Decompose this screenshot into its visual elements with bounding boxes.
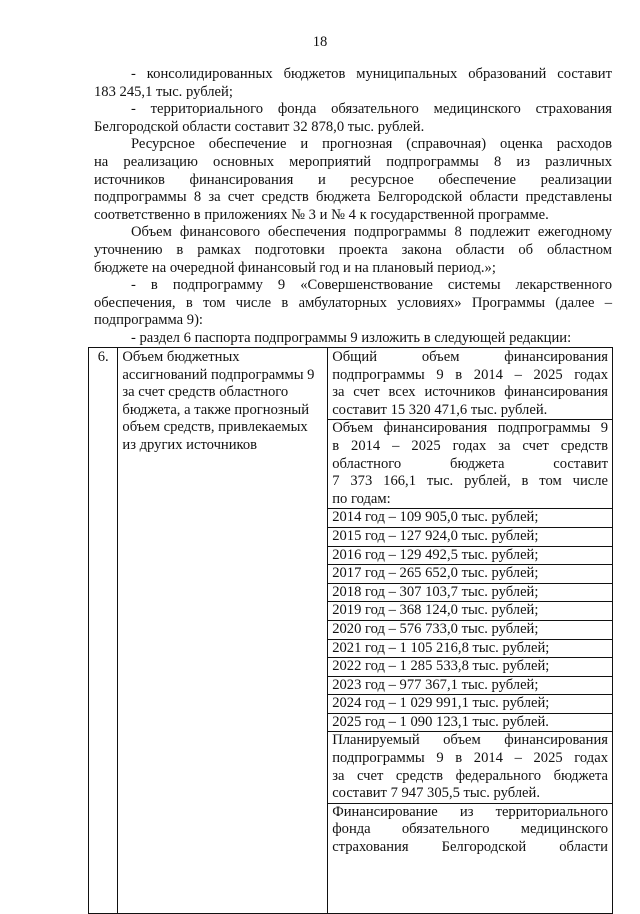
text-line: источников финансирования и ресурсное обеспечение реализации — [94, 171, 612, 188]
page-number: 18 — [312, 34, 328, 50]
year-line-block — [328, 546, 612, 565]
name-line: бюджета, а также прогнозный — [122, 401, 310, 418]
year-line-block — [328, 694, 612, 713]
content-line: областного бюджета составит — [332, 455, 608, 472]
row-name-cell — [118, 348, 328, 914]
content-line: подпрограммы 9 в 2014 – 2025 годах — [332, 366, 608, 383]
year-line-block — [328, 713, 612, 732]
year-line: 2018 год – 307 103,7 тыс. рублей; — [332, 583, 539, 600]
text-line: подпрограмма 9): — [94, 312, 203, 329]
name-line: объем средств, привлекаемых — [122, 419, 308, 436]
text-line: Ресурсное обеспечение и прогнозная (справочная) оценка расходов — [131, 136, 612, 153]
year-line: 2019 год – 368 124,0 тыс. рублей; — [332, 602, 539, 619]
name-line: за счет средств областного — [122, 384, 289, 401]
year-line-block — [328, 639, 612, 658]
year-line: 2025 год – 1 090 123,1 тыс. рублей. — [332, 713, 549, 730]
content-line: подпрограммы 9 в 2014 – 2025 годах — [332, 750, 608, 767]
paragraph-subprogram-9 — [94, 277, 612, 295]
year-line: 2014 год – 109 905,0 тыс. рублей; — [332, 509, 539, 526]
year-line: 2024 год – 1 029 991,1 тыс. рублей; — [332, 695, 550, 712]
year-line: 2015 год – 127 924,0 тыс. рублей; — [332, 527, 539, 544]
year-line: 2023 год – 977 367,1 тыс. рублей; — [332, 676, 539, 693]
paragraph-territorial-fund-cont — [94, 119, 612, 137]
text-line: Белгородской области составит 32 878,0 тыс. рублей. — [94, 118, 425, 135]
name-line: из других источников — [122, 436, 258, 453]
paragraph-financial-volume — [94, 224, 612, 242]
content-line: фонда обязательного медицинского — [332, 821, 608, 838]
year-line-block — [328, 508, 612, 527]
year-line-block — [328, 527, 612, 546]
content-line: составит 15 320 471,6 тыс. рублей. — [332, 401, 548, 418]
text-line: уточнению в рамках подготовки проекта закона области об областном — [94, 241, 612, 258]
year-line-block — [328, 601, 612, 620]
content-line: за счет средств федерального бюджета — [332, 767, 608, 784]
text-line: подпрограммы 8 за счет средств бюджета Белгородской области представлены — [94, 189, 612, 206]
text-line: 183 245,1 тыс. рублей; — [94, 83, 233, 100]
text-line: бюджете на очередной финансовый год и на плановый период.»; — [94, 259, 496, 276]
paragraph-municipal-budgets-cont — [94, 84, 612, 102]
text-line: Объем финансового обеспечения подпрограммы 8 подлежит ежегодному — [131, 224, 612, 241]
paragraph-section-6 — [94, 330, 612, 348]
content-line: в 2014 – 2025 годах за счет средств — [332, 437, 608, 454]
content-line: составит 7 947 305,5 тыс. рублей. — [332, 785, 540, 802]
year-line: 2016 год – 129 492,5 тыс. рублей; — [332, 546, 539, 563]
text-line: соответственно в приложениях № 3 и № 4 к государственной программе. — [94, 206, 549, 223]
year-line-block — [328, 583, 612, 602]
text-line: - раздел 6 паспорта подпрограммы 9 изложить в следующей редакции: — [131, 329, 572, 346]
text-line: обеспечения, в том числе в амбулаторных условиях» Программы (далее – — [94, 294, 612, 311]
paragraph-municipal-budgets — [94, 66, 612, 84]
text-line: - консолидированных бюджетов муниципальных образований составит — [131, 66, 612, 82]
row-number-cell: 6. — [89, 348, 118, 914]
paragraph-resource-provision — [94, 136, 612, 154]
paragraph-subprogram-9-cont — [94, 295, 612, 330]
fund-financing-block — [328, 803, 612, 857]
total-financing-block — [332, 349, 608, 419]
content-line: по годам: — [332, 490, 391, 507]
table-row — [89, 348, 613, 914]
year-line-block — [328, 564, 612, 583]
text-line: - в подпрограмму 9 «Совершенствование системы лекарственного — [131, 277, 612, 294]
text-line: - территориального фонда обязательного медицинского страхования — [131, 101, 612, 118]
year-line-block — [328, 657, 612, 676]
regional-financing-block — [328, 419, 612, 508]
content-line: Планируемый объем финансирования — [332, 732, 608, 749]
year-line: 2017 год – 265 652,0 тыс. рублей; — [332, 565, 539, 582]
paragraph-territorial-fund — [94, 101, 612, 119]
year-line: 2020 год – 576 733,0 тыс. рублей; — [332, 620, 539, 637]
content-line: 7 373 166,1 тыс. рублей, в том числе — [332, 473, 608, 490]
content-line: Общий объем финансирования — [332, 349, 608, 365]
content-line: Финансирование из территориального — [332, 803, 608, 820]
row-content-cell — [328, 348, 613, 914]
paragraph-resource-provision-cont — [94, 154, 612, 224]
year-line-block — [328, 676, 612, 695]
paragraph-financial-volume-cont — [94, 242, 612, 277]
text-line: на реализацию основных мероприятий подпрограммы 8 из различных — [94, 153, 612, 170]
content-line: страхования Белгородской области — [332, 839, 608, 856]
year-line: 2021 год – 1 105 216,8 тыс. рублей; — [332, 639, 550, 656]
content-line: Объем финансирования подпрограммы 9 — [332, 420, 608, 437]
name-line: ассигнований подпрограммы 9 — [122, 366, 315, 383]
content-line: за счет всех источников финансирования — [332, 384, 608, 401]
name-line: Объем бюджетных — [122, 349, 240, 365]
year-line: 2022 год – 1 285 533,8 тыс. рублей; — [332, 658, 550, 675]
passport-table — [88, 347, 613, 914]
document-body — [94, 66, 612, 348]
federal-financing-block — [328, 731, 612, 802]
year-line-block — [328, 620, 612, 639]
